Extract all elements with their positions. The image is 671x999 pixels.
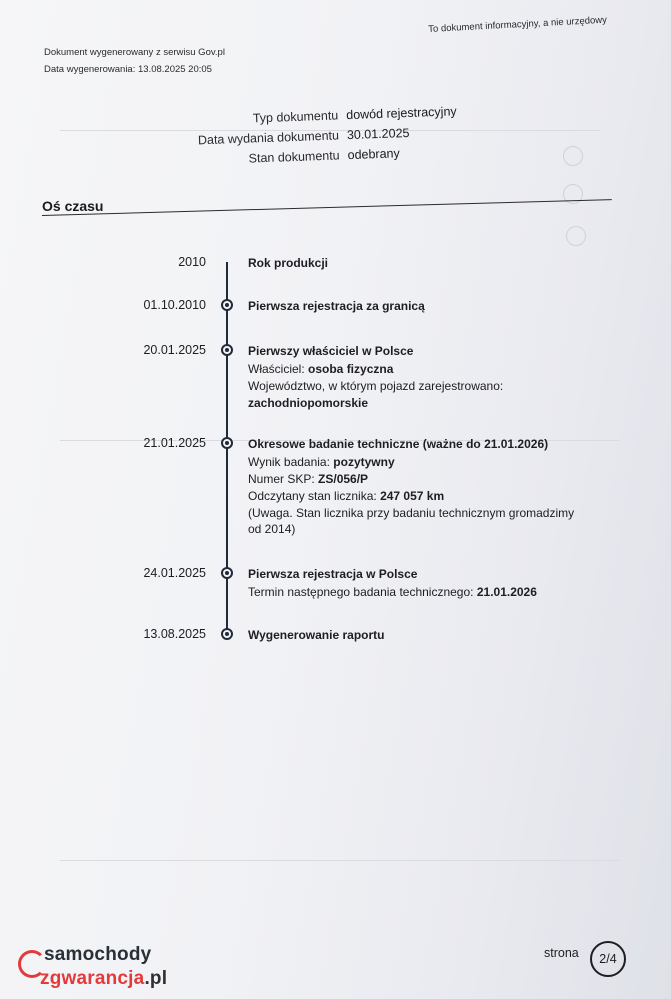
logo-text-domain: .pl (144, 968, 168, 989)
disclaimer-text: To dokument informacyjny, a nie urzędowy (428, 14, 608, 35)
skp-value: ZS/056/P (318, 472, 369, 486)
document-type-label: Typ dokumentu (252, 108, 339, 126)
entry-title: Pierwsza rejestracja w Polsce (248, 567, 418, 581)
skp-line (248, 471, 588, 487)
result-label: Wynik badania: (248, 455, 330, 469)
skp-label: Numer SKP: (248, 472, 315, 486)
issue-date-value: 30.01.2025 (346, 125, 410, 143)
entry-body (248, 343, 588, 411)
logo-text-top: samochody (44, 944, 152, 965)
next-inspection-value: 21.01.2026 (476, 585, 537, 599)
entry-title: Rok produkcji (248, 256, 329, 270)
result-value: pozytywny (333, 455, 395, 469)
entry-body (248, 566, 588, 600)
bleed-rule (60, 860, 620, 861)
generated-by-text: Dokument wygenerowany z serwisu Gov.pl (44, 47, 225, 58)
generated-date-label: Data wygenerowania: (44, 64, 136, 75)
logo-text-bottom (40, 968, 167, 990)
odometer-note: (Uwaga. Stan licznika przy badaniu technicznym gromadzimy od 2014) (248, 506, 575, 536)
entry-title: Okresowe badanie techniczne (ważne do 21.01.2026) (248, 437, 549, 451)
timeline-heading: Oś czasu (42, 198, 104, 214)
generated-date-value: 13.08.2025 20:05 (138, 64, 212, 75)
entry-date: 24.01.2025 (143, 566, 206, 580)
entry-title: Pierwsza rejestracja za granicą (248, 299, 425, 313)
document-status-label: Stan dokumentu (248, 148, 340, 166)
odometer-label: Odczytany stan licznika: (248, 489, 377, 503)
odometer-value: 247 057 km (380, 489, 445, 503)
owner-label: Właściciel: (248, 362, 305, 376)
entry-date: 21.01.2025 (143, 436, 206, 450)
page-label: strona (544, 946, 579, 960)
entry-body (248, 298, 588, 316)
logo-text-red: zgwarancja (40, 968, 145, 989)
owner-line (248, 361, 588, 377)
owner-value: osoba fizyczna (308, 362, 394, 376)
next-inspection-line (248, 584, 588, 600)
region-label: Województwo, w którym pojazd zarejestrowano: (248, 379, 504, 393)
entry-date: 20.01.2025 (143, 343, 206, 357)
next-inspection-label: Termin następnego badania technicznego: (248, 585, 474, 599)
entry-body (248, 627, 588, 645)
issue-date-label: Data wydania dokumentu (197, 128, 340, 148)
generated-date-line (44, 61, 225, 78)
generation-info (44, 44, 225, 78)
section-divider (42, 199, 612, 216)
odometer-line (248, 488, 588, 504)
timeline-dot-icon (221, 299, 233, 311)
document-type-value: dowód rejestracyjny (345, 104, 457, 123)
result-line (248, 454, 588, 470)
bleed-circle-icon (563, 146, 583, 166)
document-info (150, 99, 512, 172)
entry-date: 2010 (178, 255, 206, 269)
page-number: 2/4 (590, 941, 626, 977)
entry-date: 13.08.2025 (143, 627, 206, 641)
document-status-value: odebrany (347, 146, 400, 163)
bleed-circle-icon (566, 226, 586, 246)
entry-body (248, 255, 588, 273)
timeline-dot-icon (221, 344, 233, 356)
timeline-dot-icon (221, 567, 233, 579)
watermark-logo (18, 944, 198, 994)
entry-title: Wygenerowanie raportu (248, 628, 385, 642)
timeline-dot-icon (221, 628, 233, 640)
region-value: zachodniopomorskie (248, 396, 369, 410)
entry-body (248, 436, 588, 537)
timeline-dot-icon (221, 437, 233, 449)
entry-date: 01.10.2010 (143, 298, 206, 312)
entry-title: Pierwszy właściciel w Polsce (248, 344, 414, 358)
